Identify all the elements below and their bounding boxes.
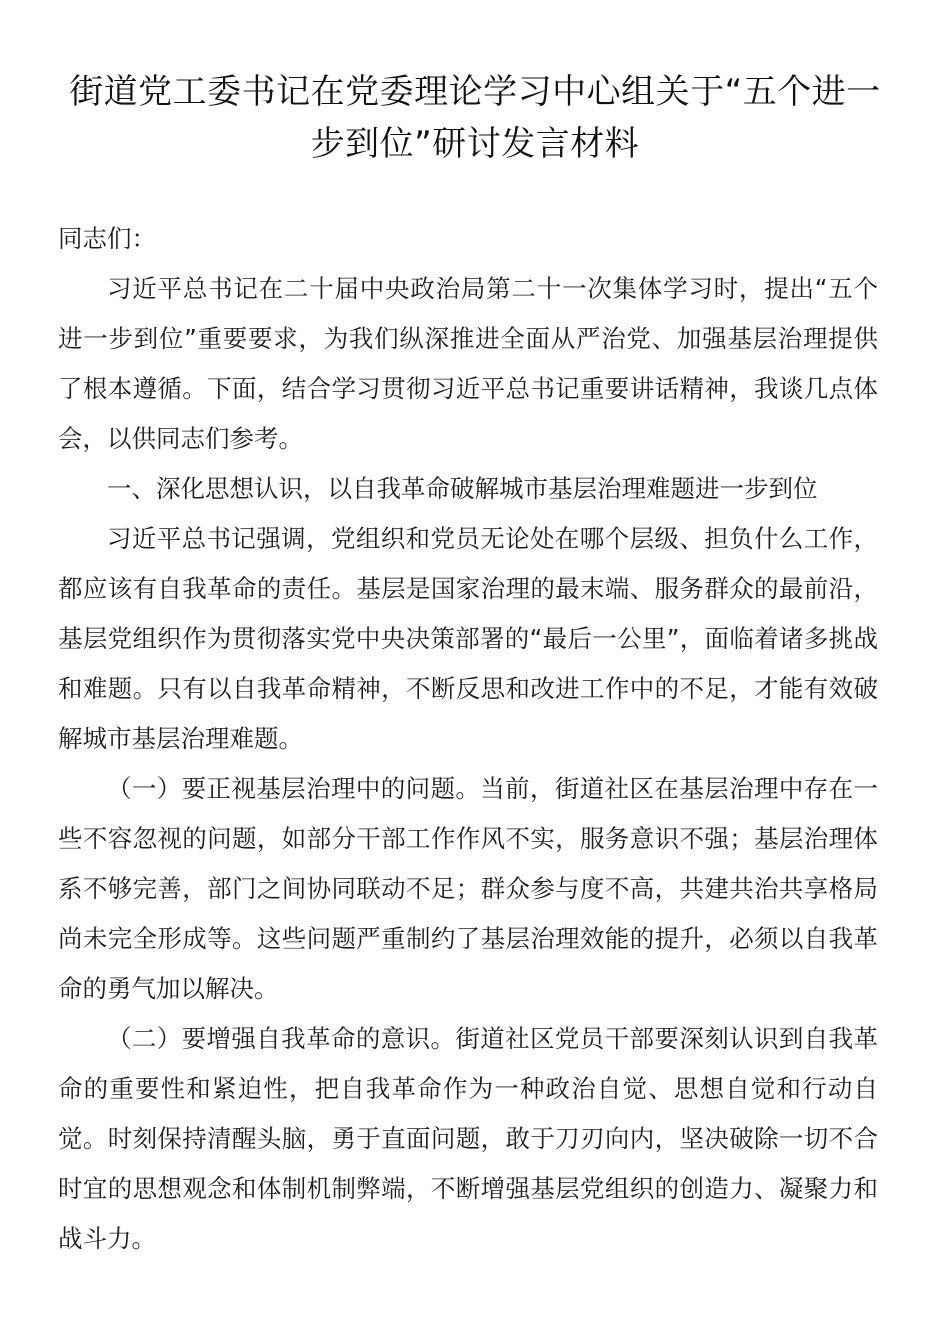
body-paragraph: 习近平总书记强调，党组织和党员无论处在哪个层级、担负什么工作，都应该有自我革命的责任。基层是国家治理的最末端、服务群众的最前沿，基层党组织作为贯彻落实党中央决策部署的“最后一公里”，面临着诸多挑战和难题。只有以自我革命精神，不断反思和改进工作中的不足，才能有效破解城市基层治理难题。: [58, 524, 878, 753]
salutation: 同志们：: [58, 224, 156, 253]
intro-paragraph: 习近平总书记在二十届中央政治局第二十一次集体学习时，提出“五个进一步到位”重要要求，为我们纵深推进全面从严治党、加强基层治理提供了根本遵循。下面，结合学习贯彻习近平总书记重要讲话精神，我谈几点体会，以供同志们参考。: [58, 274, 878, 453]
document-body: [58, 214, 878, 1264]
section-heading-1: 一、深化思想认识，以自我革命破解城市基层治理难题进一步到位: [107, 474, 818, 503]
subsection-paragraph-2: （二）要增强自我革命的意识。街道社区党员干部要深刻认识到自我革命的重要性和紧迫性，把自我革命作为一种政治自觉、思想自觉和行动自觉。时刻保持清醒头脑，勇于直面问题，敢于刀刃向内，坚决破除一切不合时宜的思想观念和体制机制弊端，不断增强基层党组织的创造力、凝聚力和战斗力。: [58, 1024, 878, 1253]
subsection-paragraph-1: （一）要正视基层治理中的问题。当前，街道社区在基层治理中存在一些不容忽视的问题，如部分干部工作作风不实，服务意识不强；基层治理体系不够完善，部门之间协同联动不足；群众参与度不高，共建共治共享格局尚未完全形成等。这些问题严重制约了基层治理效能的提升，必须以自我革命的勇气加以解决。: [58, 774, 878, 1003]
document-title: 街道党工委书记在党委理论学习中心组关于“五个进一步到位”研讨发言材料: [69, 72, 881, 164]
